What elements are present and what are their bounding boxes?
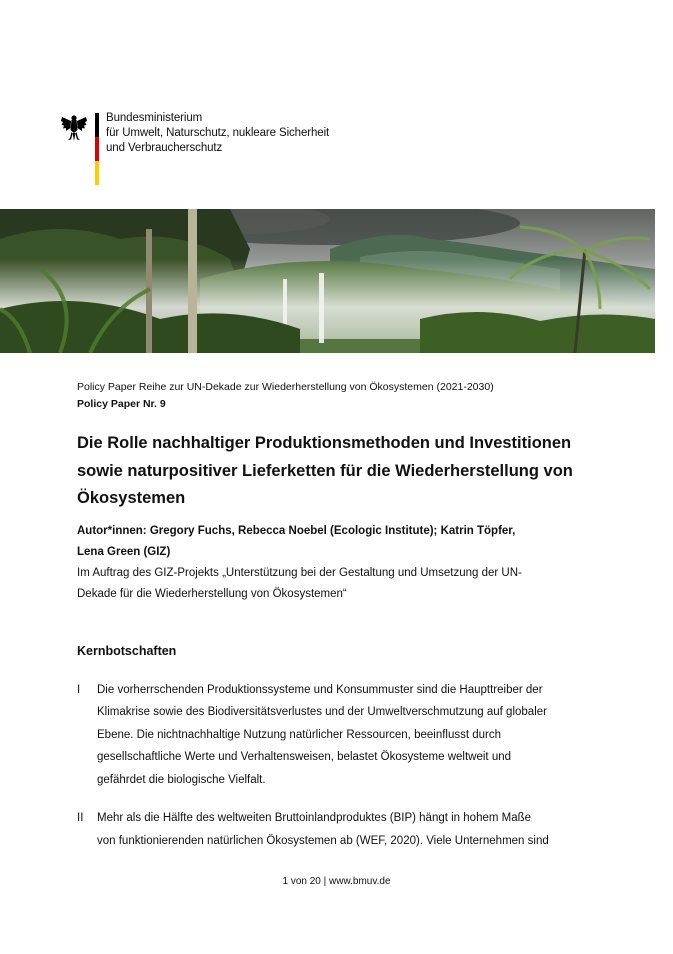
- flag-stripe: [95, 113, 99, 185]
- rainforest-banner-image: [0, 209, 655, 353]
- ministry-line: und Verbraucherschutz: [106, 142, 223, 154]
- author-line: Lena Green (GIZ): [77, 545, 171, 558]
- title-line: Die Rolle nachhaltiger Produktionsmethoden und Investitionen: [77, 434, 572, 452]
- key-message-numeral: II: [77, 812, 84, 824]
- key-message-line: gefährdet die biologische Vielfalt.: [97, 773, 266, 786]
- paper-number: Policy Paper Nr. 9: [77, 398, 166, 410]
- title-line: Ökosystemen: [77, 489, 186, 507]
- rainforest-photo-icon: [0, 209, 655, 353]
- key-message-line: von funktionierenden natürlichen Ökosystemen ab (WEF, 2020). Viele Unternehmen sind: [97, 834, 549, 847]
- ministry-line: für Umwelt, Naturschutz, nukleare Sicherheit: [106, 127, 330, 139]
- key-message-numeral: I: [77, 683, 81, 696]
- ministry-name: [106, 111, 329, 156]
- main-content: [77, 378, 607, 852]
- key-message-line: Klimakrise sowie des Biodiversitätsverlustes und der Umweltverschmutzung auf globaler: [97, 706, 547, 718]
- authors: [77, 521, 607, 563]
- key-message-line: Mehr als die Hälfte des weltweiten Bruttoinlandproduktes (BIP) hängt in hohem Maße: [97, 812, 532, 824]
- key-message-1: [77, 679, 607, 792]
- key-message-line: Ebene. Die nichtnachhaltige Nutzung natürlicher Ressourcen, beeinflusst durch: [97, 728, 502, 741]
- page-title: [77, 430, 607, 513]
- key-message-line: gesellschaftliche Werte und Verhaltensweisen, belastet Ökosysteme weltweit und: [97, 751, 512, 763]
- series-line: Policy Paper Reihe zur UN-Dekade zur Wiederherstellung von Ökosystemen (2021-2030): [77, 381, 494, 393]
- ministry-line: Bundesministerium: [106, 112, 203, 124]
- key-message-line: Die vorherrschenden Produktionssysteme und Konsummuster sind die Haupttreiber der: [97, 683, 543, 696]
- section-heading: Kernbotschaften: [77, 643, 177, 658]
- title-line: sowie naturpositiver Lieferketten für die Wiederherstellung von: [77, 461, 573, 480]
- federal-eagle-icon: [60, 113, 88, 143]
- flag-gold: [95, 161, 99, 185]
- commission-line: Dekade für die Wiederherstellung von Ökosystemen“: [77, 587, 347, 600]
- commission-line: Im Auftrag des GIZ-Projekts „Unterstützung bei der Gestaltung und Umsetzung der UN-: [77, 566, 522, 579]
- page-footer: 1 von 20 | www.bmuv.de: [282, 876, 391, 887]
- flag-red: [95, 137, 99, 161]
- flag-black: [95, 113, 99, 137]
- author-line: Autor*innen: Gregory Fuchs, Rebecca Noebel (Ecologic Institute); Katrin Töpfer,: [77, 524, 516, 537]
- key-message-2: [77, 807, 607, 852]
- commission-note: [77, 563, 607, 605]
